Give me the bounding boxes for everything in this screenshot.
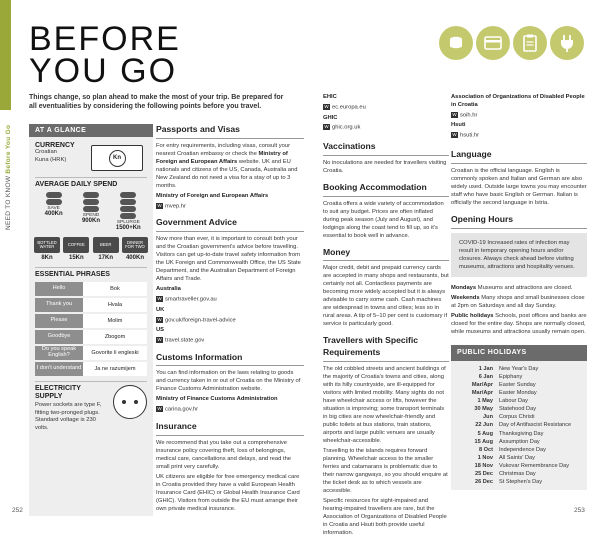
link-ghic-text: ghic.org.uk [332, 125, 361, 132]
hours-weekends-label: Weekends [451, 295, 480, 302]
currency-title: CURRENCY [35, 142, 75, 149]
plug-icon [550, 26, 584, 60]
phrase-english: Please [35, 314, 83, 328]
holiday-name: St Stephen's Day [499, 479, 543, 486]
link-carina[interactable] [156, 406, 304, 415]
currency-section [29, 137, 153, 171]
holiday-date: 5 Aug [477, 430, 493, 437]
spend-save-label: SAVE [47, 206, 60, 211]
web-icon: W [324, 124, 329, 130]
holiday-name: Corpus Christi [499, 414, 535, 421]
accommodation-text: Croatia offers a wide variety of accommodation to suit any budget. Prices are often inflated during peak season (July and August), and lodgings along the coast tend to fill up, so it's essential to book well in advance. [323, 200, 444, 239]
holiday-name: Day of Antifascist Resistance [499, 422, 572, 429]
hours-mondays-text: Museums and attractions are closed. [477, 285, 573, 292]
holiday-name: Assumption Day [499, 438, 540, 445]
link-ehic-text: ec.europa.eu [332, 104, 366, 111]
holiday-row [457, 381, 581, 389]
spend-spend-value: 900Kn [81, 218, 100, 224]
ehic-label: EHIC [323, 94, 337, 100]
holiday-row [457, 470, 581, 478]
holiday-name: New Year's Day [499, 365, 539, 372]
holiday-date: Jun [483, 414, 493, 421]
price-coffee-label: COFFEE [63, 237, 89, 253]
phrase-english: Do you speak English? [35, 346, 83, 360]
holiday-row [457, 389, 581, 397]
spend-splurge-label: SPLURGE [116, 220, 140, 225]
price-water-label: BOTTLED WATER [34, 237, 60, 253]
phrase-row [35, 362, 147, 376]
price-beer-label: BEER [93, 237, 119, 253]
spend-save-value: 400Kn [44, 211, 63, 217]
holiday-date: 22 Jun [475, 422, 493, 429]
holiday-name: Statehood Day [499, 406, 537, 413]
insurance-text-1: We recommend that you take out a comprehensive insurance policy covering theft, loss of belongings, medical care, cancellations and delays, and read the small print very carefully. [156, 439, 292, 470]
column-language [451, 94, 587, 490]
holiday-name: Easter Sunday [499, 381, 536, 388]
web-icon: W [157, 337, 162, 343]
holiday-row [457, 413, 581, 421]
spend-splurge [113, 192, 143, 231]
link-mvep[interactable] [156, 203, 304, 212]
gov-country-uk: UK [156, 306, 165, 313]
header-icons [439, 26, 584, 60]
price-dinner [122, 237, 148, 261]
heading-accommodation: Booking Accommodation [323, 182, 449, 197]
phrase-english: Hello [35, 282, 83, 296]
link-ehic[interactable] [323, 104, 449, 113]
holiday-row [457, 478, 581, 486]
customs-text: You can find information on the laws relating to goods and currency taken in or out of Croatia on the Ministry of Finance Customs Administration website. [156, 370, 301, 393]
price-water [34, 237, 60, 261]
customs-admin-label: Ministry of Finance Customs Administration [156, 396, 278, 403]
heading-money: Money [323, 247, 449, 262]
holiday-name: Vukovar Remembrance Day [499, 462, 570, 469]
gov-country-australia: Australia [156, 286, 181, 293]
card-icon [476, 26, 510, 60]
holiday-date: 25 Dec [474, 471, 493, 478]
money-icon [439, 26, 473, 60]
web-icon: W [157, 406, 162, 412]
heading-travellers: Travellers with Specific Requirements [323, 335, 449, 362]
currency-symbol: Kn [109, 150, 126, 167]
price-beer [93, 237, 119, 261]
holiday-row [457, 454, 581, 462]
price-water-value: 8Kn [41, 255, 53, 261]
currency-line-1: Croatian [35, 149, 57, 155]
government-text: Now more than ever, it is important to consult both your and the Croatian government's advice before travelling. Visitors can get up-to-date travel safety information from the UK Foreign and Commonwealth Office, the US State Department, and the Australian Department of Foreign Affairs and Trade. [156, 236, 301, 283]
money-text: Major credit, debit and prepaid currency cards are accepted in many shops and restaurants, but certainly not all. Contactless payments are becoming more widely accepted but it is always advisable to carry some cash. Cash machines are widespread in towns and cities; less so in rural areas. A tip of 5–10 per cent is customary if service is particularly good. [323, 265, 449, 328]
public-holidays-box [451, 345, 587, 490]
holiday-row [457, 365, 581, 373]
spend-levels [29, 188, 153, 231]
heading-language: Language [451, 149, 587, 164]
holiday-row [457, 421, 581, 429]
link-travel-state-text: travel.state.gov [165, 337, 205, 344]
heading-government: Government Advice [156, 217, 304, 232]
link-carina-text: carina.gov.hr [165, 406, 199, 413]
hsuti-label: Hsuti [451, 122, 466, 129]
gov-country-us: US [156, 327, 165, 334]
travellers-text-2: Travelling to the islands requires forward planning. Wheelchair access to the smaller ferries and catamarans is problematic due to their narrow gangways, so you should enquire at the ticket desk as to which vessels are accessible. [323, 447, 448, 494]
column-passports [156, 124, 304, 516]
side-label: NEED TO KNOW Before You Go [5, 124, 12, 230]
link-smartraveller[interactable] [156, 296, 304, 305]
phrase-row [35, 298, 147, 312]
side-accent-bar [0, 0, 11, 110]
phrase-croatian: Molim [83, 314, 147, 328]
link-soih-text: soih.hr [460, 112, 478, 119]
web-icon: W [452, 132, 457, 138]
electricity-text: Power sockets are type F, fitting two-pronged plugs. Standard voltage is 230 volts. [35, 402, 102, 431]
travellers-text-1: The old cobbled streets and ancient buildings of the majority of Croatia's towns and cities, along with its hilly countryside, are ill-equipped for visitors with limited mobility. Many sights do not have wheelchair access or lifts, however the situation is improving; some transport terminals in big cities are now wheelchair-friendly and public toilets at bus stations, train stations, airports and large public venues are usually wheelchair-accessible. [323, 366, 446, 444]
holiday-date: 26 Dec [474, 479, 493, 486]
phrase-english: I don't understand [35, 362, 83, 376]
coins-icon [76, 192, 106, 213]
clipboard-icon [513, 26, 547, 60]
at-a-glance-heading: AT A GLANCE [29, 124, 153, 137]
phrase-croatian: Govorite li engleski [83, 346, 147, 360]
intro-text: Things change, so plan ahead to make the most of your trip. Be prepared for all eventualities by considering the following points before you travel. [29, 94, 284, 111]
holiday-date: 15 Aug [474, 438, 493, 445]
heading-opening-hours: Opening Hours [451, 214, 587, 229]
column-vaccinations [323, 94, 449, 540]
link-ghic[interactable] [323, 124, 449, 133]
banknote-icon [91, 145, 143, 171]
heading-vaccinations: Vaccinations [323, 141, 449, 156]
web-icon: W [324, 103, 329, 109]
insurance-text-2: UK citizens are eligible for free emergency medical care in Croatia provided they have a valid European Health Insurance Card (EHIC) or Global Health Insurance Card (GHIC). Visitors from outside the EU must arrange their own private medical insurance. [156, 473, 300, 512]
sample-prices [29, 231, 153, 261]
public-holidays-list [451, 361, 587, 491]
at-a-glance-panel [29, 124, 153, 516]
holiday-name: All Saints' Day [499, 454, 535, 461]
electricity-title: ELECTRICITY SUPPLY [35, 385, 81, 400]
price-coffee [63, 237, 89, 261]
holiday-name: Thanksgiving Day [499, 430, 544, 437]
coins-icon [39, 192, 69, 206]
passports-ministry: Ministry of Foreign and European Affairs [156, 150, 288, 165]
covid-notice: COVID-19 Increased rates of infection may result in temporary opening hours and/or closures. Always check ahead before visiting museums, attractions and hospitality venues. [451, 233, 587, 277]
spend-spend-label: SPEND [82, 213, 100, 218]
link-travel-state[interactable] [156, 337, 304, 346]
holiday-date: 6 Jan [478, 373, 493, 380]
link-hsuti-text: hsuti.hr [460, 133, 480, 139]
holiday-date: Mar/Apr [471, 389, 493, 396]
holiday-date: 30 May [474, 406, 493, 413]
hours-holidays-text: Schools, post offices and banks are closed for the entire day. Shops are normally closed, while museums and attractions usually remain open. [451, 313, 587, 335]
holiday-date: 8 Oct [479, 446, 493, 453]
holiday-row [457, 446, 581, 454]
web-icon: W [452, 111, 457, 117]
language-text: Croatian is the official language. English is commonly spoken and Italian and German are also widely used. Outside large towns you may encounter staff who have basic English or German. Italian is officially the second language in Istria. [451, 167, 587, 206]
price-dinner-label: DINNER FOR TWO [122, 237, 148, 253]
holiday-row [457, 373, 581, 381]
hours-mondays-label: Mondays [451, 285, 477, 292]
hours-holidays-label: Public holidays [451, 313, 494, 320]
phrase-croatian: Zbogom [83, 330, 147, 344]
holiday-row [457, 430, 581, 438]
spend-spend [76, 192, 106, 231]
passports-text: For entry requirements, including visas, consult your nearest Croatian embassy or check the [156, 142, 291, 157]
link-mvep-text: mvep.hr [165, 203, 186, 210]
link-gov-uk[interactable] [156, 317, 304, 326]
holiday-date: Mar/Apr [471, 381, 493, 388]
holiday-row [457, 438, 581, 446]
ghic-label: GHIC [323, 114, 338, 121]
phrases-title: ESSENTIAL PHRASES [35, 271, 110, 278]
phrase-row [35, 314, 147, 328]
spend-save [39, 192, 69, 231]
holiday-name: Christmas Day [499, 471, 536, 478]
phrase-croatian: Hvala [83, 298, 147, 312]
heading-insurance: Insurance [156, 421, 304, 436]
holiday-name: Easter Monday [499, 389, 537, 396]
holiday-date: 18 Nov [474, 462, 493, 469]
association-label: Association of Organizations of Disabled People in Croatia [451, 94, 585, 108]
phrase-croatian: Bok [83, 282, 147, 296]
holiday-row [457, 405, 581, 413]
web-icon: W [157, 296, 162, 302]
link-gov-uk-text: gov.uk/foreign-travel-advice [165, 317, 236, 324]
page-title-line2: YOU GO [29, 52, 178, 90]
price-beer-value: 17Kn [98, 255, 113, 261]
holiday-date: 1 May [477, 398, 493, 405]
holiday-row [457, 397, 581, 405]
hours-weekends-text: Many shops and small businesses close at 2pm on Saturdays and all day Sunday. [451, 295, 585, 310]
public-holidays-heading: PUBLIC HOLIDAYS [451, 345, 587, 361]
spend-splurge-value: 1500+Kn [115, 225, 141, 231]
travellers-text-3: Specific resources for sight-impaired and hearing-impaired travellers are rare, but the Association of Organizations of Disabled People in Croatia and Hsuti both provide useful information. [323, 497, 447, 536]
phrases-table [29, 282, 153, 376]
spend-title: AVERAGE DAILY SPEND [35, 181, 118, 188]
price-coffee-value: 15Kn [68, 255, 84, 261]
link-soih[interactable] [451, 112, 587, 121]
holiday-date: 1 Nov [477, 454, 493, 461]
phrase-english: Thank you [35, 298, 83, 312]
price-dinner-value: 400Kn [125, 255, 144, 261]
electricity-section [29, 382, 153, 436]
phrase-row [35, 330, 147, 344]
vaccinations-text: No inoculations are needed for travellers visiting Croatia. [323, 159, 447, 174]
passports-text-2: website. UK and EU nationals and citizens of the US, Canada, Australia and New Zealand do not need a visa for a stay of up to 3 months. [156, 158, 298, 189]
passports-ministry-label: Ministry of Foreign and European Affairs [156, 192, 269, 199]
holiday-date: 1 Jan [478, 365, 493, 372]
page-number-left: 252 [12, 507, 23, 514]
page-number-right: 253 [574, 507, 585, 514]
page-title-line1: BEFORE [29, 20, 181, 58]
heading-passports: Passports and Visas [156, 124, 304, 139]
web-icon: W [157, 316, 162, 322]
holiday-row [457, 462, 581, 470]
phrase-english: Goodbye [35, 330, 83, 344]
currency-line-2: Kuna (HRK) [35, 156, 67, 163]
holiday-name: Epiphany [499, 373, 523, 380]
phrase-row [35, 346, 147, 360]
holiday-name: Labour Day [499, 398, 528, 405]
phrase-row [35, 282, 147, 296]
link-hsuti[interactable] [451, 132, 587, 141]
heading-customs: Customs Information [156, 352, 304, 367]
web-icon: W [157, 202, 162, 208]
link-smartraveller-text: smartraveller.gov.au [165, 296, 217, 303]
coins-icon [113, 192, 143, 220]
holiday-name: Independence Day [499, 446, 546, 453]
phrase-croatian: Ja ne razumijem [83, 362, 147, 376]
socket-icon [113, 385, 147, 419]
